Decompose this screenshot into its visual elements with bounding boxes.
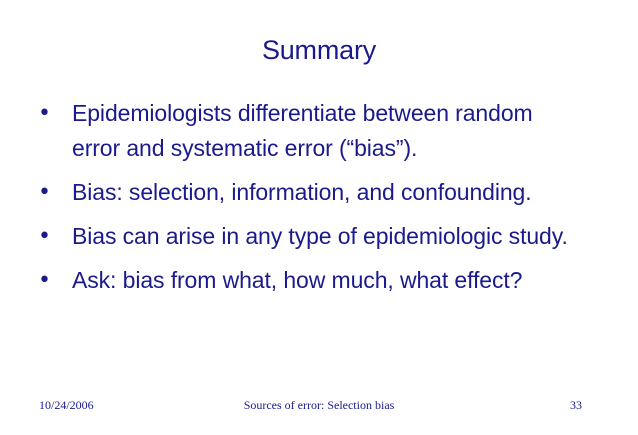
bullet-marker: • bbox=[38, 268, 51, 293]
bullet-item bbox=[0, 175, 572, 210]
bullet-marker: • bbox=[38, 101, 51, 126]
bullet-list bbox=[0, 96, 638, 307]
slide-title: Summary bbox=[261, 35, 377, 65]
bullet-item bbox=[0, 219, 572, 254]
footer-title: Sources of error: Selection bias bbox=[243, 398, 395, 412]
bullet-marker: • bbox=[38, 180, 51, 205]
page-number: 33 bbox=[570, 398, 582, 412]
bullet-text: Epidemiologists differentiate between random error and systematic error (“bias”). bbox=[72, 100, 533, 161]
bullet-marker: • bbox=[38, 224, 51, 249]
bullet-text: Ask: bias from what, how much, what effect? bbox=[72, 267, 523, 293]
bullet-item bbox=[0, 96, 572, 166]
bullet-text: Bias: selection, information, and confounding. bbox=[72, 179, 532, 205]
bullet-item bbox=[0, 263, 572, 298]
footer-date: 10/24/2006 bbox=[39, 398, 94, 412]
bullet-text: Bias can arise in any type of epidemiologic study. bbox=[72, 223, 568, 249]
